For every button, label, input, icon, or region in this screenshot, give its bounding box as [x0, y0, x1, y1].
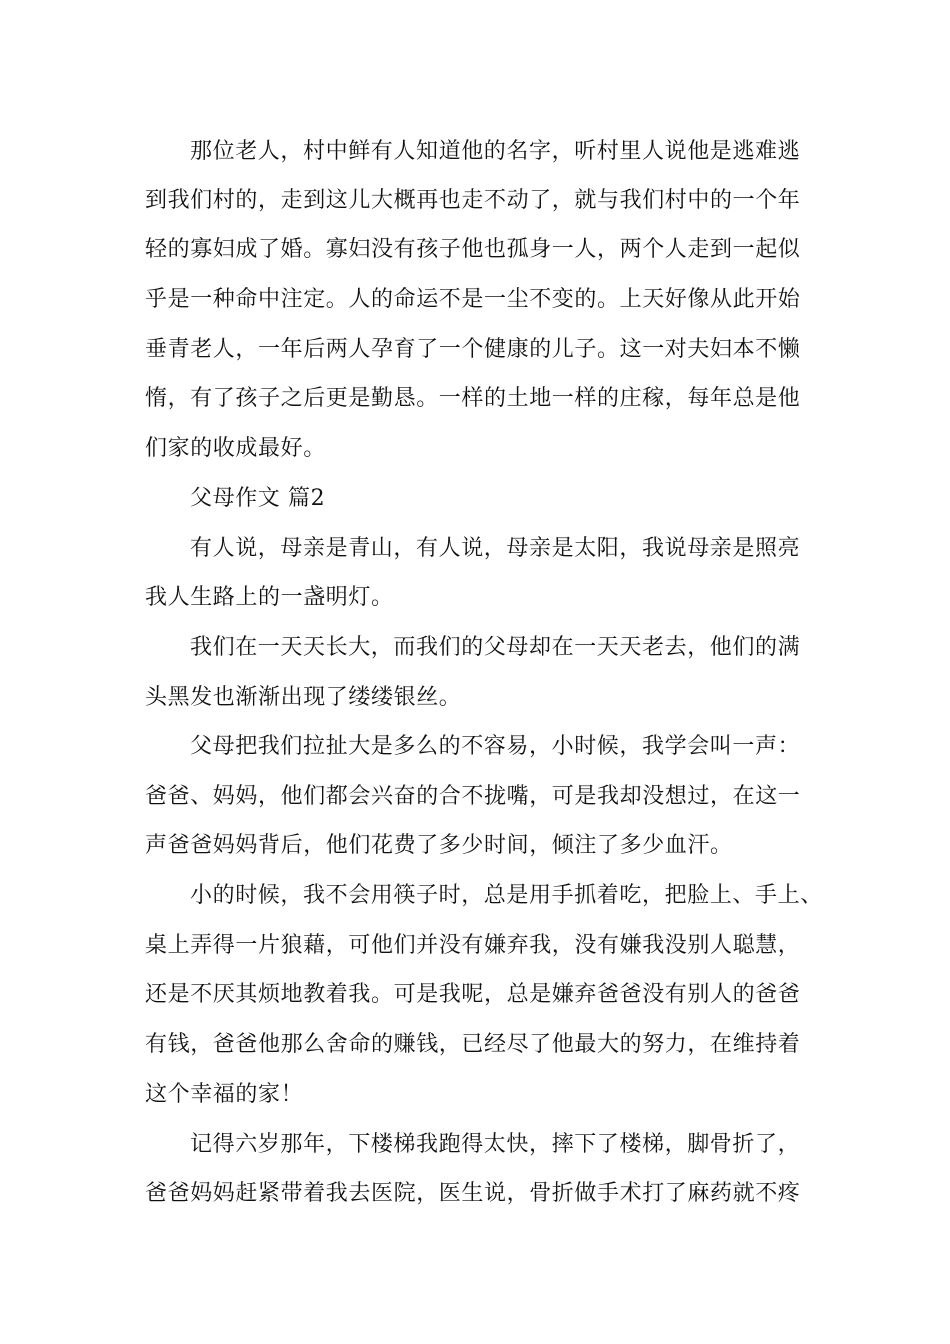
text-line: 们家的收成最好。 [145, 436, 326, 461]
text-line: 还是不厌其烦地教着我。可是我呢，总是嫌弃爸爸没有别人的爸爸 [145, 982, 801, 1007]
text-line: 有钱，爸爸他那么舍命的赚钱，已经尽了他最大的努力，在维持着 [145, 1032, 801, 1057]
text-line: 轻的寡妇成了婚。寡妇没有孩子他也孤身一人，两个人走到一起似 [145, 237, 801, 262]
text-line: 乎是一种命中注定。人的命运不是一尘不变的。上天好像从此开始 [145, 287, 801, 312]
text-line: 到我们村的，走到这儿大概再也走不动了，就与我们村中的一个年 [145, 188, 801, 213]
text-line: 惰，有了孩子之后更是勤恳。一样的土地一样的庄稼，每年总是他 [145, 386, 801, 411]
text-line: 桌上弄得一片狼藉，可他们并没有嫌弃我，没有嫌我没别人聪慧， [145, 933, 801, 958]
text-line: 我人生路上的一盏明灯。 [145, 585, 394, 610]
text-line: 父母把我们拉扯大是多么的不容易，小时候，我学会叫一声： [190, 734, 801, 759]
text-line: 小的时候，我不会用筷子时，总是用手抓着吃，把脸上、手上、 [190, 883, 823, 908]
text-line: 头黑发也渐渐出现了缕缕银丝。 [145, 685, 462, 710]
text-line: 爸爸妈妈赶紧带着我去医院，医生说，骨折做手术打了麻药就不疼 [145, 1181, 801, 1206]
text-line: 声爸爸妈妈背后，他们花费了多少时间，倾注了多少血汗。 [145, 833, 733, 858]
text-line: 我们在一天天长大，而我们的父母却在一天天老去，他们的满 [190, 635, 801, 660]
text-line: 那位老人，村中鲜有人知道他的名字，听村里人说他是逃难逃 [190, 139, 801, 164]
section-heading: 父母作文 篇2 [190, 486, 326, 511]
text-line: 这个幸福的家！ [145, 1082, 304, 1107]
text-line: 记得六岁那年，下楼梯我跑得太快，摔下了楼梯，脚骨折了， [190, 1132, 801, 1157]
text-line: 有人说，母亲是青山，有人说，母亲是太阳，我说母亲是照亮 [190, 536, 801, 561]
text-line: 垂青老人，一年后两人孕育了一个健康的儿子。这一对夫妇本不懒 [145, 337, 801, 362]
text-line: 爸爸、妈妈，他们都会兴奋的合不拢嘴，可是我却没想过，在这一 [145, 784, 801, 809]
